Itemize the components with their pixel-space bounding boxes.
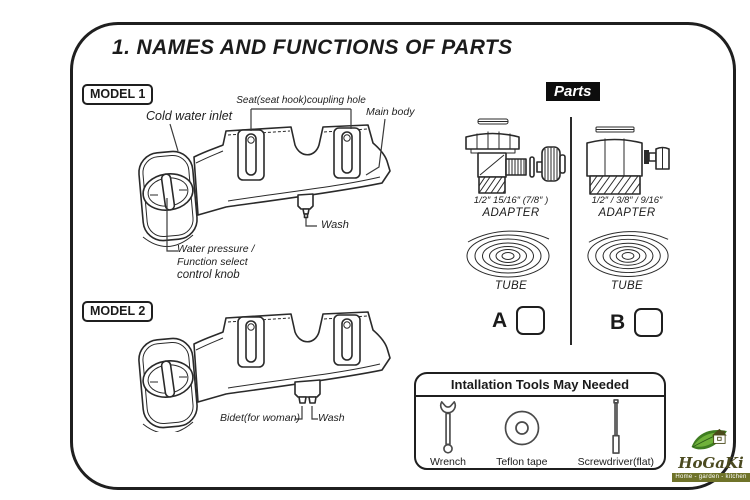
model1-knob-label <box>177 243 254 282</box>
adapter-b-drawing <box>582 124 670 198</box>
screwdriver-icon <box>609 399 623 455</box>
adapter-a-drawing <box>456 116 566 196</box>
option-b-letter: B <box>610 310 626 334</box>
wrench-icon <box>435 399 461 455</box>
tube-a-label: TUBE <box>494 280 528 292</box>
tube-b-label: TUBE <box>610 280 644 292</box>
logo-name: HoGaKi <box>678 454 744 472</box>
tool-screwdriver-label: Screwdriver(flat) <box>577 456 654 468</box>
model1-seat-coupling-label: Seat(seat hook)coupling hole <box>236 95 366 106</box>
parts-option-a <box>492 306 545 335</box>
tool-screwdriver <box>578 399 654 468</box>
parts-divider <box>570 117 572 345</box>
model1-main-body-label: Main body <box>366 106 415 118</box>
logo-leaf-house-icon <box>687 424 735 454</box>
model1-badge: MODEL 1 <box>82 84 153 105</box>
model2-wash-label: Wash <box>318 412 345 424</box>
adapter-b-size: 1/2″ / 3/8″ / 9/16″ <box>591 195 663 206</box>
brand-logo <box>672 424 750 490</box>
model2-bidet-label: Bidet(for woman) <box>220 412 300 424</box>
page-title: 1. NAMES AND FUNCTIONS OF PARTS <box>112 36 513 59</box>
tube-b-drawing <box>584 226 672 280</box>
teflon-tape-icon <box>501 399 543 455</box>
tool-teflon-tape-label: Teflon tape <box>496 456 548 468</box>
option-b-checkbox[interactable] <box>634 308 663 337</box>
model1-cold-water-inlet-label: Cold water inlet <box>146 109 233 123</box>
model1-wash-label: Wash <box>321 219 349 231</box>
logo-tagline: Home - garden - kitchen <box>672 473 750 482</box>
parts-option-b <box>610 308 663 337</box>
adapter-b-label: ADAPTER <box>598 207 656 219</box>
model1-knob-label-line1: Water pressure / <box>177 243 255 255</box>
model1-knob-label-line3: control knob <box>177 269 240 281</box>
tools-box <box>414 372 666 470</box>
model2-badge: MODEL 2 <box>82 301 153 322</box>
option-a-letter: A <box>492 308 508 332</box>
parts-header-badge: Parts <box>546 82 600 101</box>
model1-knob-label-line2: Function select <box>177 256 248 268</box>
option-a-checkbox[interactable] <box>516 306 545 335</box>
tools-header: Intallation Tools May Needed <box>416 374 664 397</box>
tool-wrench <box>430 399 466 468</box>
tool-wrench-label: Wrench <box>430 456 466 468</box>
model2-drawing <box>128 282 413 432</box>
tube-a-drawing <box>463 226 553 280</box>
tool-teflon-tape <box>496 399 547 468</box>
adapter-a-label: ADAPTER <box>482 207 540 219</box>
adapter-a-size: 1/2″ 15/16″ (7/8″ ) <box>473 195 549 206</box>
